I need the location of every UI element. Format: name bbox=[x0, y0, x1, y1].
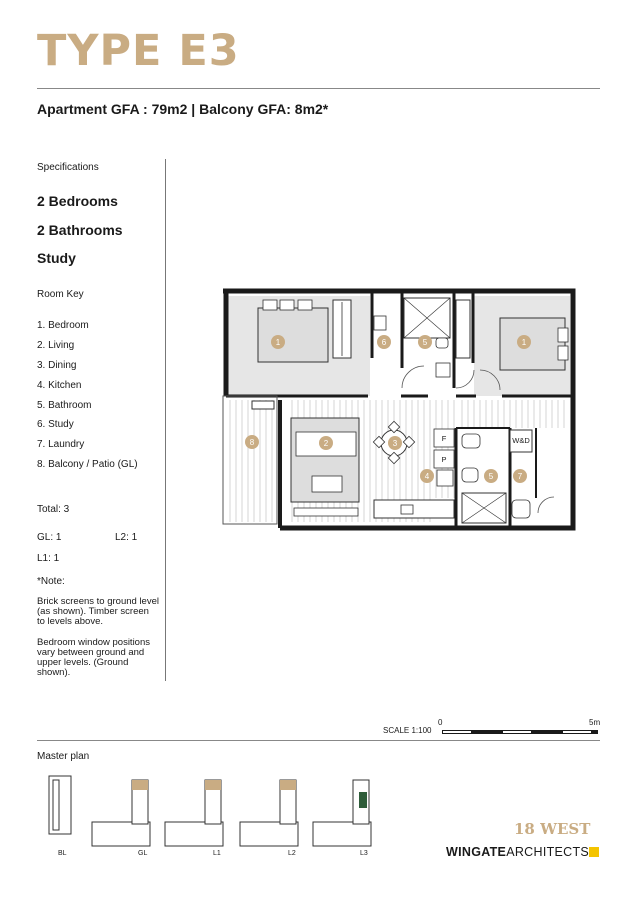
room-key-item: 3. Dining bbox=[37, 360, 77, 371]
room-number: 6 bbox=[381, 338, 387, 347]
total-l1: L1: 1 bbox=[37, 553, 60, 564]
architect-logo-bold: WINGATE bbox=[446, 845, 507, 859]
room-key-item: 7. Laundry bbox=[37, 439, 85, 450]
room-number: 1 bbox=[521, 338, 527, 347]
total-count: Total: 3 bbox=[37, 504, 70, 515]
spec-study: Study bbox=[37, 250, 76, 266]
room-key-item: 8. Balcony / Patio (GL) bbox=[37, 459, 138, 470]
room-number: 8 bbox=[249, 438, 255, 447]
room-number: 5 bbox=[488, 472, 494, 481]
room-key-item: 1. Bedroom bbox=[37, 320, 89, 331]
master-plan-label-bl: BL bbox=[58, 850, 67, 857]
room-key-heading: Room Key bbox=[37, 289, 84, 300]
column-divider bbox=[165, 159, 166, 681]
note-heading: *Note: bbox=[37, 576, 65, 587]
scale-end: 5m bbox=[589, 718, 601, 727]
room-number: 4 bbox=[424, 472, 430, 481]
scale-start: 0 bbox=[438, 718, 443, 727]
page-title: TYPE E3 bbox=[37, 26, 240, 76]
footer-divider bbox=[37, 740, 600, 741]
room-key-item: 4. Kitchen bbox=[37, 380, 82, 391]
header-divider bbox=[37, 88, 600, 89]
room-key-item: 6. Study bbox=[37, 419, 74, 430]
scale-label: SCALE 1:100 bbox=[383, 726, 432, 735]
project-logo: 18 WEST bbox=[514, 820, 591, 838]
total-l2: L2: 1 bbox=[115, 532, 138, 543]
architect-logo-rest: ARCHITECTS bbox=[506, 845, 590, 859]
note-windows: Bedroom window positions vary between ground and upper levels. (Ground shown). bbox=[37, 637, 151, 678]
wd-label: W&D bbox=[512, 436, 530, 445]
room-number-badges bbox=[218, 288, 578, 533]
room-number: 7 bbox=[517, 472, 523, 481]
master-plan-label-gl: GL bbox=[138, 850, 148, 857]
room-number: 1 bbox=[275, 338, 281, 347]
fridge-label: F bbox=[441, 434, 447, 443]
pantry-label: P bbox=[441, 455, 447, 464]
architect-logo-square bbox=[589, 847, 599, 857]
room-number: 2 bbox=[323, 439, 329, 448]
master-plan-label-l1: L1 bbox=[213, 850, 221, 857]
room-number: 3 bbox=[392, 439, 398, 448]
note-screens: Brick screens to ground level (as shown). Timber screen to levels above. bbox=[37, 596, 159, 627]
master-plan-label-l2: L2 bbox=[288, 850, 296, 857]
total-gl: GL: 1 bbox=[37, 532, 62, 543]
architect-logo bbox=[446, 845, 589, 859]
spec-bathrooms: 2 Bathrooms bbox=[37, 222, 123, 238]
master-plan-heading: Master plan bbox=[37, 751, 90, 762]
master-plan-thumbnails bbox=[40, 770, 380, 850]
room-key-item: 2. Living bbox=[37, 340, 75, 351]
gfa-line: Apartment GFA : 79m2 | Balcony GFA: 8m2* bbox=[37, 101, 329, 117]
room-key-item: 5. Bathroom bbox=[37, 400, 92, 411]
master-plan-label-l3: L3 bbox=[360, 850, 368, 857]
specifications-heading: Specifications bbox=[37, 162, 99, 173]
scale-bar bbox=[442, 730, 598, 734]
room-number: 5 bbox=[422, 338, 428, 347]
spec-bedrooms: 2 Bedrooms bbox=[37, 193, 118, 209]
